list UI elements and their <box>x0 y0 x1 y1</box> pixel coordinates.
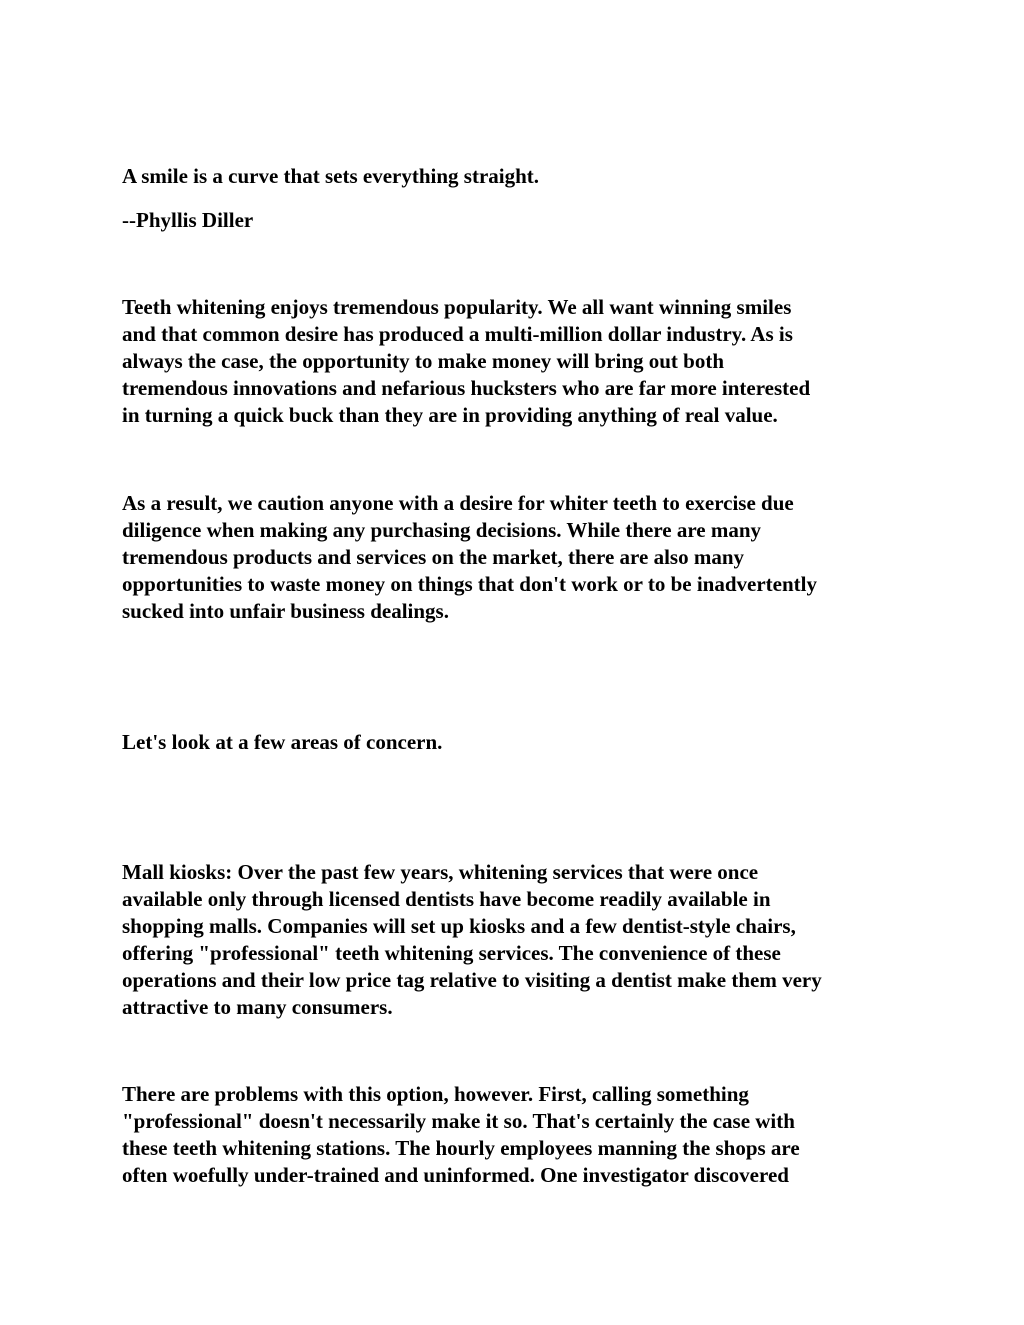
paragraph-problems: There are problems with this option, however. First, calling something "professional" doesn't necessarily make it so. That's certainly the case with these teeth whitening stations. The hourly employees manning the shops are often woefully under-trained and uninformed. One investigator discovered <box>122 1082 800 1187</box>
paragraph-concerns: Let's look at a few areas of concern. <box>122 730 443 754</box>
paragraph-caution: As a result, we caution anyone with a desire for whiter teeth to exercise due diligence when making any purchasing decisions. While there are many tremendous products and services on the market, there are also many opportunities to waste money on things that don't work or to be inadvertently sucked into unfair business dealings. <box>122 491 817 623</box>
epigraph-quote: A smile is a curve that sets everything straight. <box>122 164 540 188</box>
paragraph-mall-kiosks: Mall kiosks: Over the past few years, whitening services that were once available only through licensed dentists have become readily available in shopping malls. Companies will set up kiosks and a few dentist-style chairs, offering "professional" teeth whitening services. The convenience of these operations and their low price tag relative to visiting a dentist make them very attractive to many consumers. <box>122 860 822 1019</box>
paragraph-intro: Teeth whitening enjoys tremendous popularity. We all want winning smiles and that common desire has produced a multi-million dollar industry. As is always the case, the opportunity to make money will bring out both tremendous innovations and nefarious hucksters who are far more interested in turning a quick buck than they are in providing anything of real value. <box>122 295 811 427</box>
epigraph-author: --Phyllis Diller <box>122 208 254 232</box>
